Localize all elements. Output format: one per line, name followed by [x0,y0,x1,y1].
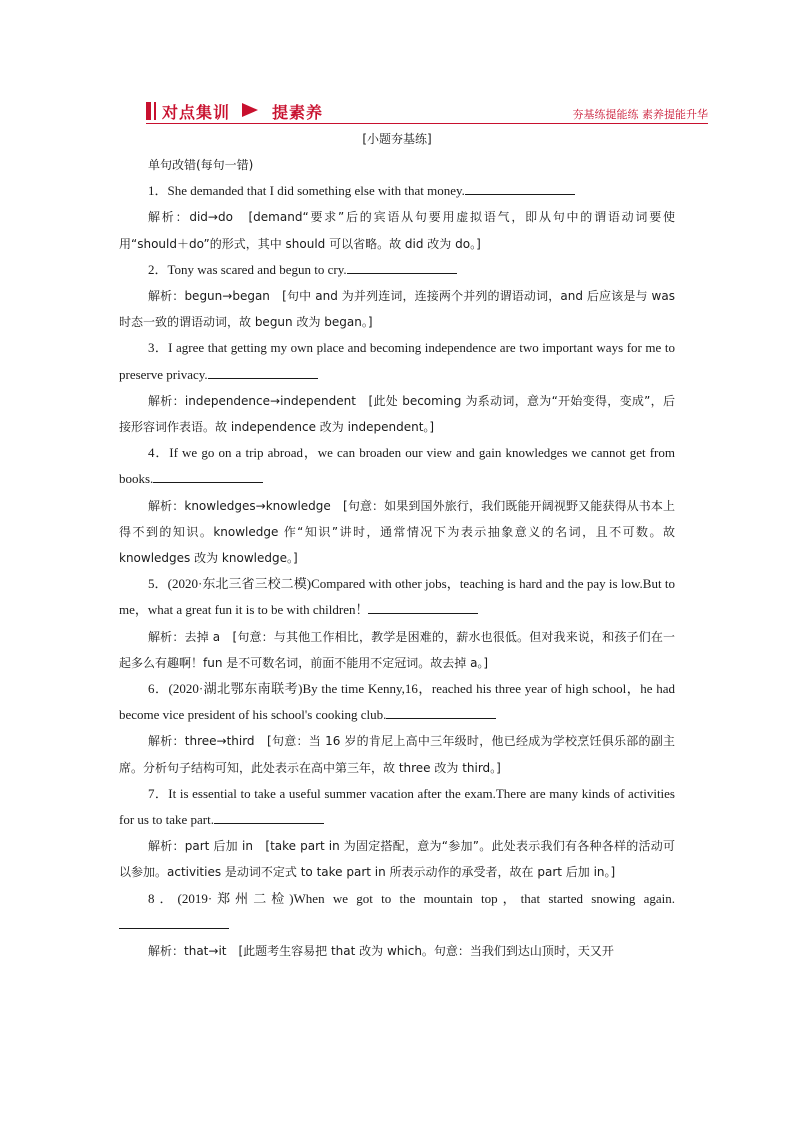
answer-blank[interactable] [119,914,229,929]
analysis-text: knowledges→knowledge [句意：如果到国外旅行，我们既能开阔视野又能获得从书本上得不到的知识。knowledge 作“知识”讲时，通常情况下为表示抽象意义的名词，且不可数。故 knowledges 改为 knowledge。] [119,498,675,566]
header-accent-bar-thin [154,102,156,120]
analysis-text: 去掉 a [句意：与其他工作相比，教学是困难的，薪水也很低。但对我来说，和孩子们在一起多么有趣啊！fun 是不可数名词，前面不能用不定冠词。故去掉 a。] [119,629,675,670]
analysis-text: three→third [句意：当 16 岁的肯尼上高中三年级时，他已经成为学校烹饪俱乐部的副主席。分析句子结构可知，此处表示在高中第三年，故 three 改为 third。] [119,734,675,775]
analysis-text: independence→independent [此处 becoming 为系动词，意为“开始变得，变成”，后接形容词作表语。故 independence 改为 independent。] [119,393,675,435]
answer-blank[interactable] [347,259,457,274]
analysis-label: 解析： [148,839,185,854]
analysis-6 [119,728,675,780]
question-text: 8．(2019·郑州二检)When we got to the mountain top，that started snowing again. [148,890,675,906]
section-subheading: [小题夯基练] [362,132,432,146]
question-text: 6．(2020·湖北鄂东南联考)By the time Kenny,16，reached his three year of high school，he had become vice president of his school's cooking club. [119,681,675,723]
analysis-8 [119,938,675,964]
question-7 [119,781,675,833]
header-divider [146,123,708,124]
analysis-label: 解析： [148,393,185,408]
answer-blank[interactable] [368,599,478,614]
answer-blank[interactable] [465,180,575,195]
question-1 [119,178,675,204]
question-text: 2．Tony was scared and begun to cry. [148,261,347,277]
question-2 [119,257,675,283]
header-tagline: 夯基练提能练 素养提能升华 [572,108,708,121]
analysis-5 [119,624,675,676]
analysis-7 [119,833,675,885]
analysis-label: 解析： [148,498,185,513]
answer-blank[interactable] [214,809,324,824]
analysis-label: 解析： [148,944,185,959]
question-text: 3．I agree that getting my own place and becoming independence are two important ways for me to preserve privacy. [119,340,675,382]
analysis-label: 解析： [148,289,185,304]
answer-blank[interactable] [386,704,496,719]
analysis-text: part 后加 in [take part in 为固定搭配，意为“参加”。此处表示我们有各种各样的活动可以参加。activities 是动词不定式 to take part in 所表示动作的承受者，故在 part 后加 in。] [119,839,675,880]
question-5 [119,571,675,623]
question-4 [119,440,675,492]
analysis-3 [119,388,675,440]
analysis-label: 解析： [148,734,185,749]
answer-blank[interactable] [208,364,318,379]
header-accent-bar [146,102,151,120]
analysis-text: that→it [此题考生容易把 that 改为 which。句意：当我们到达山顶时，天又开 [184,944,614,959]
header-title-right: 提素养 [272,103,324,122]
arrow-right-icon [242,103,258,117]
header-title-left: 对点集训 [162,103,231,122]
analysis-text: did→do [demand“要求”后的宾语从句要用虚拟语气，即从句中的谓语动词要使用“should＋do”的形式，其中 should 可以省略。故 did 改为 do。] [119,210,675,251]
question-3 [119,335,675,387]
answer-blank[interactable] [153,468,263,483]
question-text: 1．She demanded that I did something else with that money. [148,183,465,199]
section-title: 单句改错(每句一错) [148,158,254,172]
analysis-label: 解析： [148,210,190,225]
exercise-content [119,152,675,964]
question-6 [119,676,675,728]
analysis-1 [119,204,675,256]
analysis-label: 解析： [148,629,185,644]
analysis-text: begun→began [句中 and 为并列连词，连接两个并列的谓语动词，and 后应该是与 was 时态一致的谓语动词，故 begun 改为 began。] [119,289,675,330]
question-8 [119,886,675,938]
section-header [146,100,708,126]
analysis-2 [119,283,675,335]
analysis-4 [119,493,675,572]
question-text: 4．If we go on a trip abroad，we can broaden our view and gain knowledges we cannot get from books. [119,445,675,487]
question-text: 5．(2020·东北三省三校二模)Compared with other jobs，teaching is hard and the pay is low.But to me，what a great fun it is to be with children！ [119,576,675,618]
question-text: 7．It is essential to take a useful summer vacation after the exam.There are many kinds of activities for us to take part. [119,785,675,828]
